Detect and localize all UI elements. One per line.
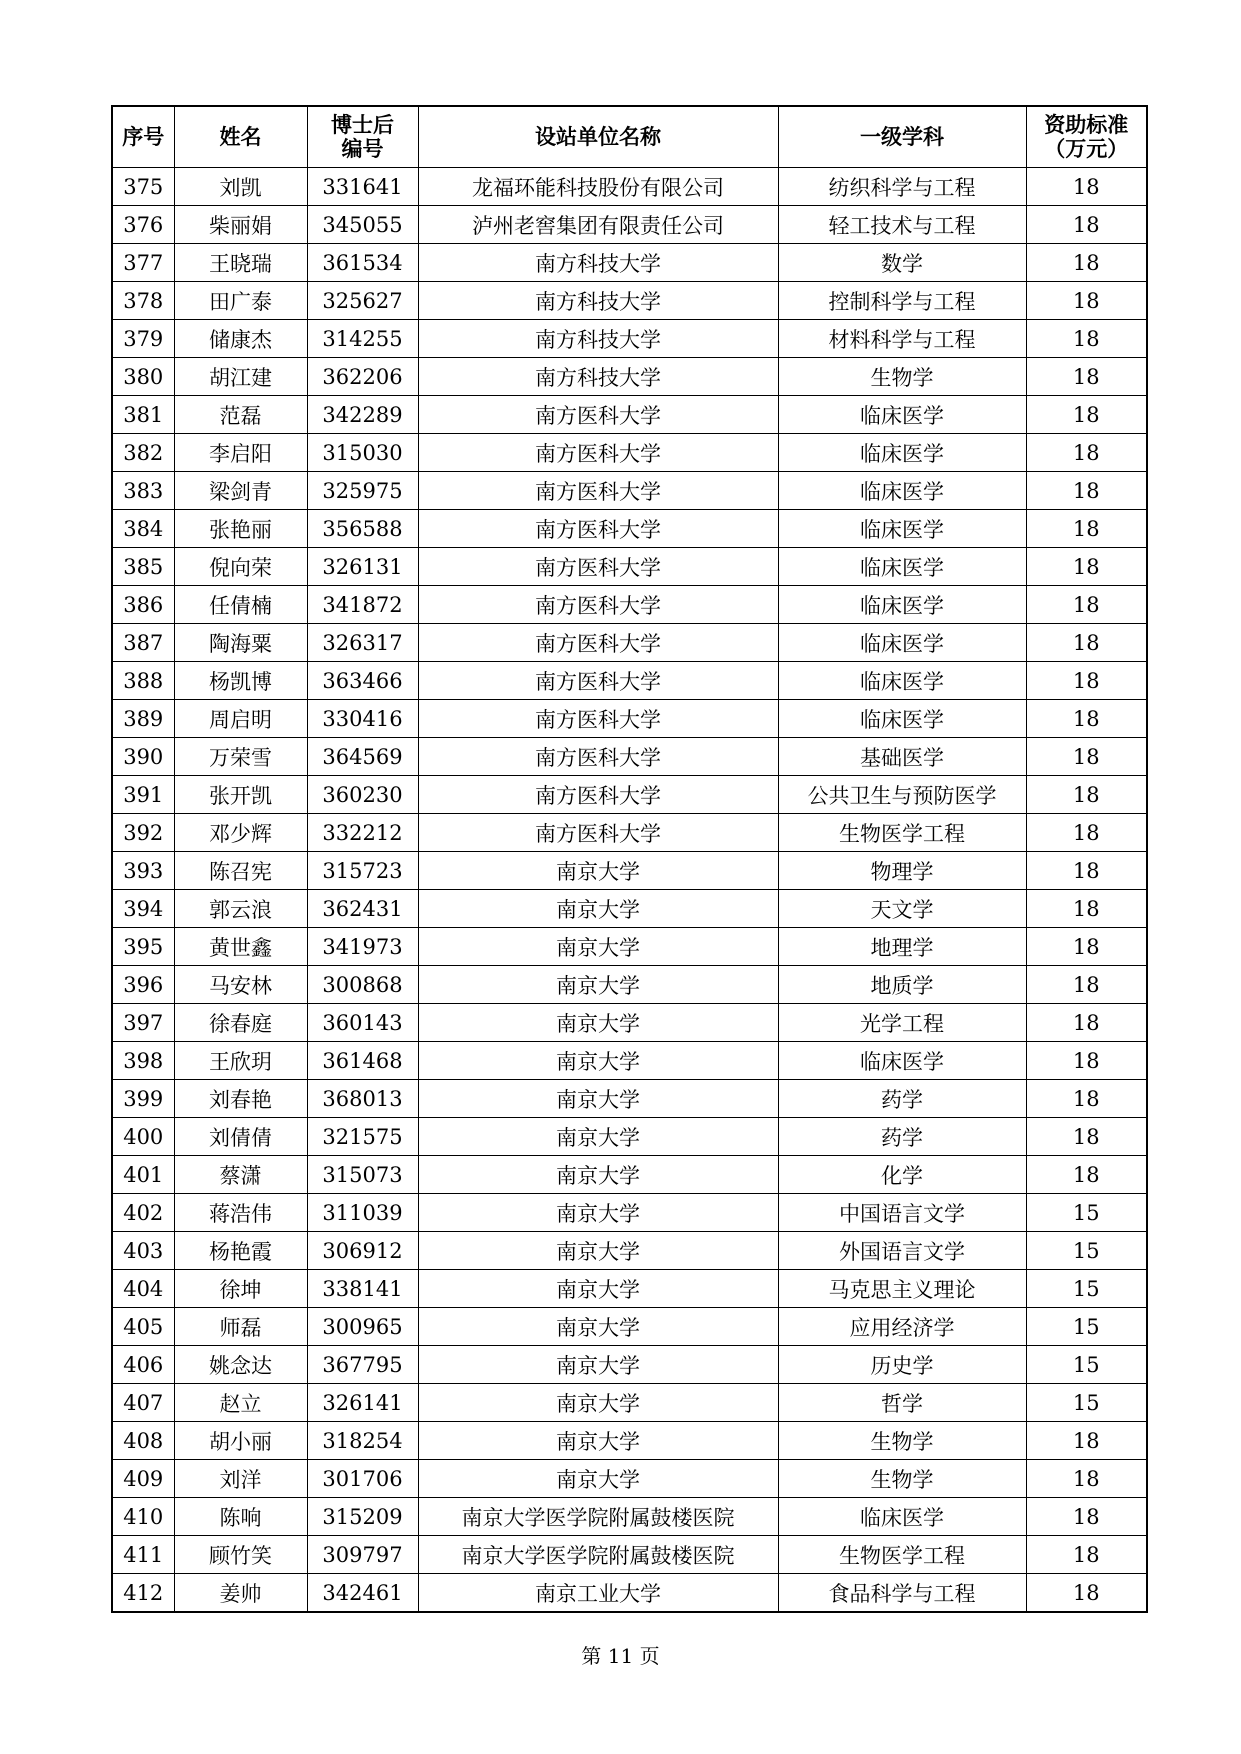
cell-funding: 18 <box>1026 510 1147 548</box>
cell-seq: 399 <box>112 1080 174 1118</box>
cell-unit: 南方科技大学 <box>418 282 778 320</box>
cell-discipline: 生物医学工程 <box>778 814 1026 852</box>
cell-postdoc-id: 362206 <box>307 358 418 396</box>
cell-unit: 南方科技大学 <box>418 244 778 282</box>
cell-postdoc-id: 364569 <box>307 738 418 776</box>
cell-discipline: 临床医学 <box>778 510 1026 548</box>
cell-postdoc-id: 300965 <box>307 1308 418 1346</box>
table-row <box>112 852 1147 890</box>
cell-unit: 南方医科大学 <box>418 586 778 624</box>
table-row <box>112 396 1147 434</box>
header-unit: 设站单位名称 <box>418 106 778 168</box>
cell-discipline: 天文学 <box>778 890 1026 928</box>
cell-discipline: 临床医学 <box>778 548 1026 586</box>
cell-name: 王欣玥 <box>174 1042 307 1080</box>
cell-name: 王晓瑞 <box>174 244 307 282</box>
cell-funding: 18 <box>1026 700 1147 738</box>
cell-unit: 南方科技大学 <box>418 320 778 358</box>
cell-discipline: 中国语言文学 <box>778 1194 1026 1232</box>
cell-postdoc-id: 318254 <box>307 1422 418 1460</box>
cell-unit: 南京大学 <box>418 1270 778 1308</box>
table-row <box>112 1004 1147 1042</box>
cell-discipline: 马克思主义理论 <box>778 1270 1026 1308</box>
table-row <box>112 966 1147 1004</box>
cell-seq: 392 <box>112 814 174 852</box>
cell-seq: 402 <box>112 1194 174 1232</box>
cell-postdoc-id: 314255 <box>307 320 418 358</box>
cell-discipline: 生物学 <box>778 1422 1026 1460</box>
table-row <box>112 1042 1147 1080</box>
cell-seq: 395 <box>112 928 174 966</box>
cell-discipline: 哲学 <box>778 1384 1026 1422</box>
cell-unit: 泸州老窖集团有限责任公司 <box>418 206 778 244</box>
table-row <box>112 320 1147 358</box>
cell-discipline: 公共卫生与预防医学 <box>778 776 1026 814</box>
cell-postdoc-id: 326131 <box>307 548 418 586</box>
table-row <box>112 1232 1147 1270</box>
cell-discipline: 外国语言文学 <box>778 1232 1026 1270</box>
cell-postdoc-id: 326317 <box>307 624 418 662</box>
cell-funding: 18 <box>1026 662 1147 700</box>
cell-unit: 南方科技大学 <box>418 358 778 396</box>
cell-postdoc-id: 315073 <box>307 1156 418 1194</box>
cell-funding: 18 <box>1026 1498 1147 1536</box>
cell-name: 顾竹笑 <box>174 1536 307 1574</box>
table-row <box>112 1118 1147 1156</box>
table-row <box>112 206 1147 244</box>
cell-discipline: 数学 <box>778 244 1026 282</box>
cell-funding: 15 <box>1026 1346 1147 1384</box>
cell-unit: 南京大学 <box>418 1460 778 1498</box>
cell-unit: 南方医科大学 <box>418 738 778 776</box>
cell-seq: 411 <box>112 1536 174 1574</box>
cell-discipline: 临床医学 <box>778 434 1026 472</box>
cell-unit: 南方医科大学 <box>418 700 778 738</box>
table-row <box>112 358 1147 396</box>
cell-seq: 409 <box>112 1460 174 1498</box>
cell-unit: 南京大学医学院附属鼓楼医院 <box>418 1536 778 1574</box>
cell-funding: 18 <box>1026 282 1147 320</box>
cell-seq: 376 <box>112 206 174 244</box>
cell-funding: 18 <box>1026 1460 1147 1498</box>
cell-funding: 18 <box>1026 472 1147 510</box>
cell-name: 黄世鑫 <box>174 928 307 966</box>
cell-discipline: 临床医学 <box>778 586 1026 624</box>
cell-name: 马安林 <box>174 966 307 1004</box>
cell-funding: 18 <box>1026 814 1147 852</box>
funding-roster-table <box>111 105 1148 1613</box>
cell-funding: 18 <box>1026 624 1147 662</box>
cell-funding: 18 <box>1026 1422 1147 1460</box>
cell-postdoc-id: 367795 <box>307 1346 418 1384</box>
cell-name: 刘凯 <box>174 168 307 206</box>
cell-seq: 407 <box>112 1384 174 1422</box>
cell-funding: 18 <box>1026 852 1147 890</box>
cell-postdoc-id: 315209 <box>307 1498 418 1536</box>
cell-postdoc-id: 360230 <box>307 776 418 814</box>
cell-name: 师磊 <box>174 1308 307 1346</box>
table-header-row <box>112 106 1147 168</box>
cell-postdoc-id: 363466 <box>307 662 418 700</box>
cell-seq: 377 <box>112 244 174 282</box>
cell-unit: 南京大学 <box>418 1194 778 1232</box>
header-discipline: 一级学科 <box>778 106 1026 168</box>
cell-discipline: 材料科学与工程 <box>778 320 1026 358</box>
cell-unit: 南方医科大学 <box>418 776 778 814</box>
cell-funding: 15 <box>1026 1270 1147 1308</box>
table-row <box>112 1536 1147 1574</box>
cell-funding: 18 <box>1026 1574 1147 1613</box>
cell-seq: 398 <box>112 1042 174 1080</box>
cell-postdoc-id: 345055 <box>307 206 418 244</box>
cell-postdoc-id: 332212 <box>307 814 418 852</box>
table-row <box>112 586 1147 624</box>
cell-funding: 18 <box>1026 548 1147 586</box>
cell-discipline: 基础医学 <box>778 738 1026 776</box>
table-row <box>112 1156 1147 1194</box>
cell-funding: 18 <box>1026 434 1147 472</box>
header-postdoc-id <box>307 106 418 168</box>
cell-discipline: 化学 <box>778 1156 1026 1194</box>
cell-name: 田广泰 <box>174 282 307 320</box>
cell-seq: 396 <box>112 966 174 1004</box>
cell-seq: 378 <box>112 282 174 320</box>
cell-funding: 18 <box>1026 244 1147 282</box>
cell-name: 杨艳霞 <box>174 1232 307 1270</box>
table-row <box>112 244 1147 282</box>
table-row <box>112 1574 1147 1613</box>
table-row <box>112 472 1147 510</box>
cell-funding: 18 <box>1026 358 1147 396</box>
cell-seq: 390 <box>112 738 174 776</box>
cell-postdoc-id: 368013 <box>307 1080 418 1118</box>
cell-funding: 18 <box>1026 1156 1147 1194</box>
cell-postdoc-id: 315030 <box>307 434 418 472</box>
cell-seq: 385 <box>112 548 174 586</box>
cell-seq: 383 <box>112 472 174 510</box>
table-row <box>112 1460 1147 1498</box>
cell-unit: 南京大学 <box>418 1308 778 1346</box>
cell-name: 姜帅 <box>174 1574 307 1613</box>
cell-seq: 401 <box>112 1156 174 1194</box>
header-funding <box>1026 106 1147 168</box>
cell-unit: 南京大学 <box>418 966 778 1004</box>
cell-unit: 南方医科大学 <box>418 510 778 548</box>
cell-name: 倪向荣 <box>174 548 307 586</box>
cell-unit: 南京大学 <box>418 1422 778 1460</box>
table-body <box>112 168 1147 1613</box>
cell-postdoc-id: 338141 <box>307 1270 418 1308</box>
header-postdoc-id-line2: 编号 <box>341 136 384 161</box>
cell-name: 陶海粟 <box>174 624 307 662</box>
cell-seq: 400 <box>112 1118 174 1156</box>
table-row <box>112 548 1147 586</box>
cell-seq: 384 <box>112 510 174 548</box>
cell-funding: 18 <box>1026 890 1147 928</box>
cell-discipline: 食品科学与工程 <box>778 1574 1026 1613</box>
cell-postdoc-id: 300868 <box>307 966 418 1004</box>
cell-discipline: 临床医学 <box>778 396 1026 434</box>
cell-name: 刘春艳 <box>174 1080 307 1118</box>
cell-name: 万荣雪 <box>174 738 307 776</box>
cell-funding: 18 <box>1026 206 1147 244</box>
cell-funding: 15 <box>1026 1194 1147 1232</box>
cell-seq: 382 <box>112 434 174 472</box>
table-row <box>112 890 1147 928</box>
table-row <box>112 776 1147 814</box>
table-row <box>112 510 1147 548</box>
table-row <box>112 1384 1147 1422</box>
cell-name: 蒋浩伟 <box>174 1194 307 1232</box>
cell-name: 储康杰 <box>174 320 307 358</box>
cell-funding: 18 <box>1026 738 1147 776</box>
cell-seq: 406 <box>112 1346 174 1384</box>
cell-discipline: 历史学 <box>778 1346 1026 1384</box>
cell-name: 郭云浪 <box>174 890 307 928</box>
cell-name: 徐坤 <box>174 1270 307 1308</box>
table-row <box>112 1270 1147 1308</box>
cell-name: 赵立 <box>174 1384 307 1422</box>
cell-postdoc-id: 362431 <box>307 890 418 928</box>
cell-discipline: 应用经济学 <box>778 1308 1026 1346</box>
cell-discipline: 临床医学 <box>778 1498 1026 1536</box>
cell-postdoc-id: 321575 <box>307 1118 418 1156</box>
cell-funding: 15 <box>1026 1232 1147 1270</box>
header-funding-line1: 资助标准 <box>1044 112 1129 137</box>
header-funding-line2: （万元） <box>1044 136 1129 161</box>
cell-unit: 南京大学 <box>418 1232 778 1270</box>
cell-name: 张艳丽 <box>174 510 307 548</box>
cell-discipline: 轻工技术与工程 <box>778 206 1026 244</box>
cell-unit: 南京大学 <box>418 928 778 966</box>
cell-seq: 388 <box>112 662 174 700</box>
header-seq: 序号 <box>112 106 174 168</box>
cell-discipline: 临床医学 <box>778 700 1026 738</box>
cell-name: 徐春庭 <box>174 1004 307 1042</box>
cell-discipline: 生物医学工程 <box>778 1536 1026 1574</box>
cell-seq: 403 <box>112 1232 174 1270</box>
cell-postdoc-id: 331641 <box>307 168 418 206</box>
cell-unit: 南京大学 <box>418 1080 778 1118</box>
cell-seq: 397 <box>112 1004 174 1042</box>
cell-funding: 18 <box>1026 168 1147 206</box>
cell-seq: 410 <box>112 1498 174 1536</box>
cell-seq: 381 <box>112 396 174 434</box>
cell-funding: 18 <box>1026 1118 1147 1156</box>
cell-seq: 394 <box>112 890 174 928</box>
cell-seq: 405 <box>112 1308 174 1346</box>
table-row <box>112 814 1147 852</box>
cell-name: 任倩楠 <box>174 586 307 624</box>
cell-unit: 南京大学 <box>418 852 778 890</box>
table-row <box>112 168 1147 206</box>
table-row <box>112 928 1147 966</box>
cell-name: 姚念达 <box>174 1346 307 1384</box>
cell-postdoc-id: 360143 <box>307 1004 418 1042</box>
cell-name: 邓少辉 <box>174 814 307 852</box>
cell-funding: 18 <box>1026 1536 1147 1574</box>
cell-postdoc-id: 361468 <box>307 1042 418 1080</box>
cell-funding: 15 <box>1026 1384 1147 1422</box>
table-row <box>112 1194 1147 1232</box>
cell-discipline: 物理学 <box>778 852 1026 890</box>
cell-postdoc-id: 356588 <box>307 510 418 548</box>
cell-funding: 18 <box>1026 776 1147 814</box>
cell-unit: 南京大学 <box>418 1042 778 1080</box>
cell-postdoc-id: 301706 <box>307 1460 418 1498</box>
cell-discipline: 控制科学与工程 <box>778 282 1026 320</box>
cell-seq: 387 <box>112 624 174 662</box>
table-row <box>112 282 1147 320</box>
table-row <box>112 1080 1147 1118</box>
cell-discipline: 地理学 <box>778 928 1026 966</box>
table-row <box>112 1346 1147 1384</box>
cell-postdoc-id: 361534 <box>307 244 418 282</box>
cell-unit: 南京大学医学院附属鼓楼医院 <box>418 1498 778 1536</box>
page-number: 第 11 页 <box>581 1644 660 1668</box>
cell-seq: 391 <box>112 776 174 814</box>
cell-postdoc-id: 341973 <box>307 928 418 966</box>
cell-unit: 南京大学 <box>418 890 778 928</box>
cell-unit: 南京大学 <box>418 1004 778 1042</box>
cell-seq: 380 <box>112 358 174 396</box>
cell-funding: 18 <box>1026 1042 1147 1080</box>
cell-name: 陈响 <box>174 1498 307 1536</box>
cell-unit: 南京大学 <box>418 1346 778 1384</box>
cell-name: 梁剑青 <box>174 472 307 510</box>
cell-unit: 南方医科大学 <box>418 624 778 662</box>
cell-name: 周启明 <box>174 700 307 738</box>
cell-postdoc-id: 306912 <box>307 1232 418 1270</box>
cell-name: 刘洋 <box>174 1460 307 1498</box>
table-row <box>112 662 1147 700</box>
cell-unit: 南方医科大学 <box>418 814 778 852</box>
cell-unit: 南京大学 <box>418 1118 778 1156</box>
table-row <box>112 738 1147 776</box>
cell-name: 杨凯博 <box>174 662 307 700</box>
cell-unit: 南京大学 <box>418 1384 778 1422</box>
table-row <box>112 434 1147 472</box>
cell-postdoc-id: 326141 <box>307 1384 418 1422</box>
cell-discipline: 临床医学 <box>778 1042 1026 1080</box>
cell-unit: 南方医科大学 <box>418 396 778 434</box>
cell-discipline: 生物学 <box>778 1460 1026 1498</box>
cell-postdoc-id: 342289 <box>307 396 418 434</box>
cell-unit: 龙福环能科技股份有限公司 <box>418 168 778 206</box>
cell-postdoc-id: 309797 <box>307 1536 418 1574</box>
cell-unit: 南方医科大学 <box>418 662 778 700</box>
cell-funding: 15 <box>1026 1308 1147 1346</box>
cell-funding: 18 <box>1026 928 1147 966</box>
cell-unit: 南方医科大学 <box>418 434 778 472</box>
cell-seq: 408 <box>112 1422 174 1460</box>
cell-funding: 18 <box>1026 1080 1147 1118</box>
cell-funding: 18 <box>1026 586 1147 624</box>
cell-seq: 375 <box>112 168 174 206</box>
cell-name: 陈召宪 <box>174 852 307 890</box>
cell-name: 柴丽娟 <box>174 206 307 244</box>
cell-funding: 18 <box>1026 966 1147 1004</box>
cell-discipline: 临床医学 <box>778 624 1026 662</box>
cell-unit: 南方医科大学 <box>418 472 778 510</box>
cell-seq: 386 <box>112 586 174 624</box>
cell-postdoc-id: 330416 <box>307 700 418 738</box>
cell-discipline: 临床医学 <box>778 472 1026 510</box>
cell-funding: 18 <box>1026 320 1147 358</box>
cell-seq: 404 <box>112 1270 174 1308</box>
cell-postdoc-id: 325627 <box>307 282 418 320</box>
cell-unit: 南方医科大学 <box>418 548 778 586</box>
cell-postdoc-id: 311039 <box>307 1194 418 1232</box>
cell-postdoc-id: 341872 <box>307 586 418 624</box>
table-row <box>112 1308 1147 1346</box>
cell-funding: 18 <box>1026 1004 1147 1042</box>
cell-name: 范磊 <box>174 396 307 434</box>
cell-postdoc-id: 325975 <box>307 472 418 510</box>
cell-seq: 379 <box>112 320 174 358</box>
cell-discipline: 药学 <box>778 1118 1026 1156</box>
cell-discipline: 纺织科学与工程 <box>778 168 1026 206</box>
cell-seq: 389 <box>112 700 174 738</box>
table-row <box>112 1422 1147 1460</box>
cell-discipline: 光学工程 <box>778 1004 1026 1042</box>
cell-name: 胡小丽 <box>174 1422 307 1460</box>
cell-funding: 18 <box>1026 396 1147 434</box>
cell-name: 胡江建 <box>174 358 307 396</box>
table-row <box>112 700 1147 738</box>
table-row <box>112 1498 1147 1536</box>
cell-name: 刘倩倩 <box>174 1118 307 1156</box>
table-row <box>112 624 1147 662</box>
cell-seq: 412 <box>112 1574 174 1613</box>
cell-unit: 南京大学 <box>418 1156 778 1194</box>
cell-postdoc-id: 342461 <box>307 1574 418 1613</box>
cell-unit: 南京工业大学 <box>418 1574 778 1613</box>
header-postdoc-id-line1: 博士后 <box>331 112 394 137</box>
header-name: 姓名 <box>174 106 307 168</box>
cell-discipline: 生物学 <box>778 358 1026 396</box>
cell-name: 蔡潇 <box>174 1156 307 1194</box>
cell-seq: 393 <box>112 852 174 890</box>
cell-discipline: 临床医学 <box>778 662 1026 700</box>
cell-name: 张开凯 <box>174 776 307 814</box>
cell-discipline: 药学 <box>778 1080 1026 1118</box>
cell-discipline: 地质学 <box>778 966 1026 1004</box>
cell-postdoc-id: 315723 <box>307 852 418 890</box>
cell-name: 李启阳 <box>174 434 307 472</box>
